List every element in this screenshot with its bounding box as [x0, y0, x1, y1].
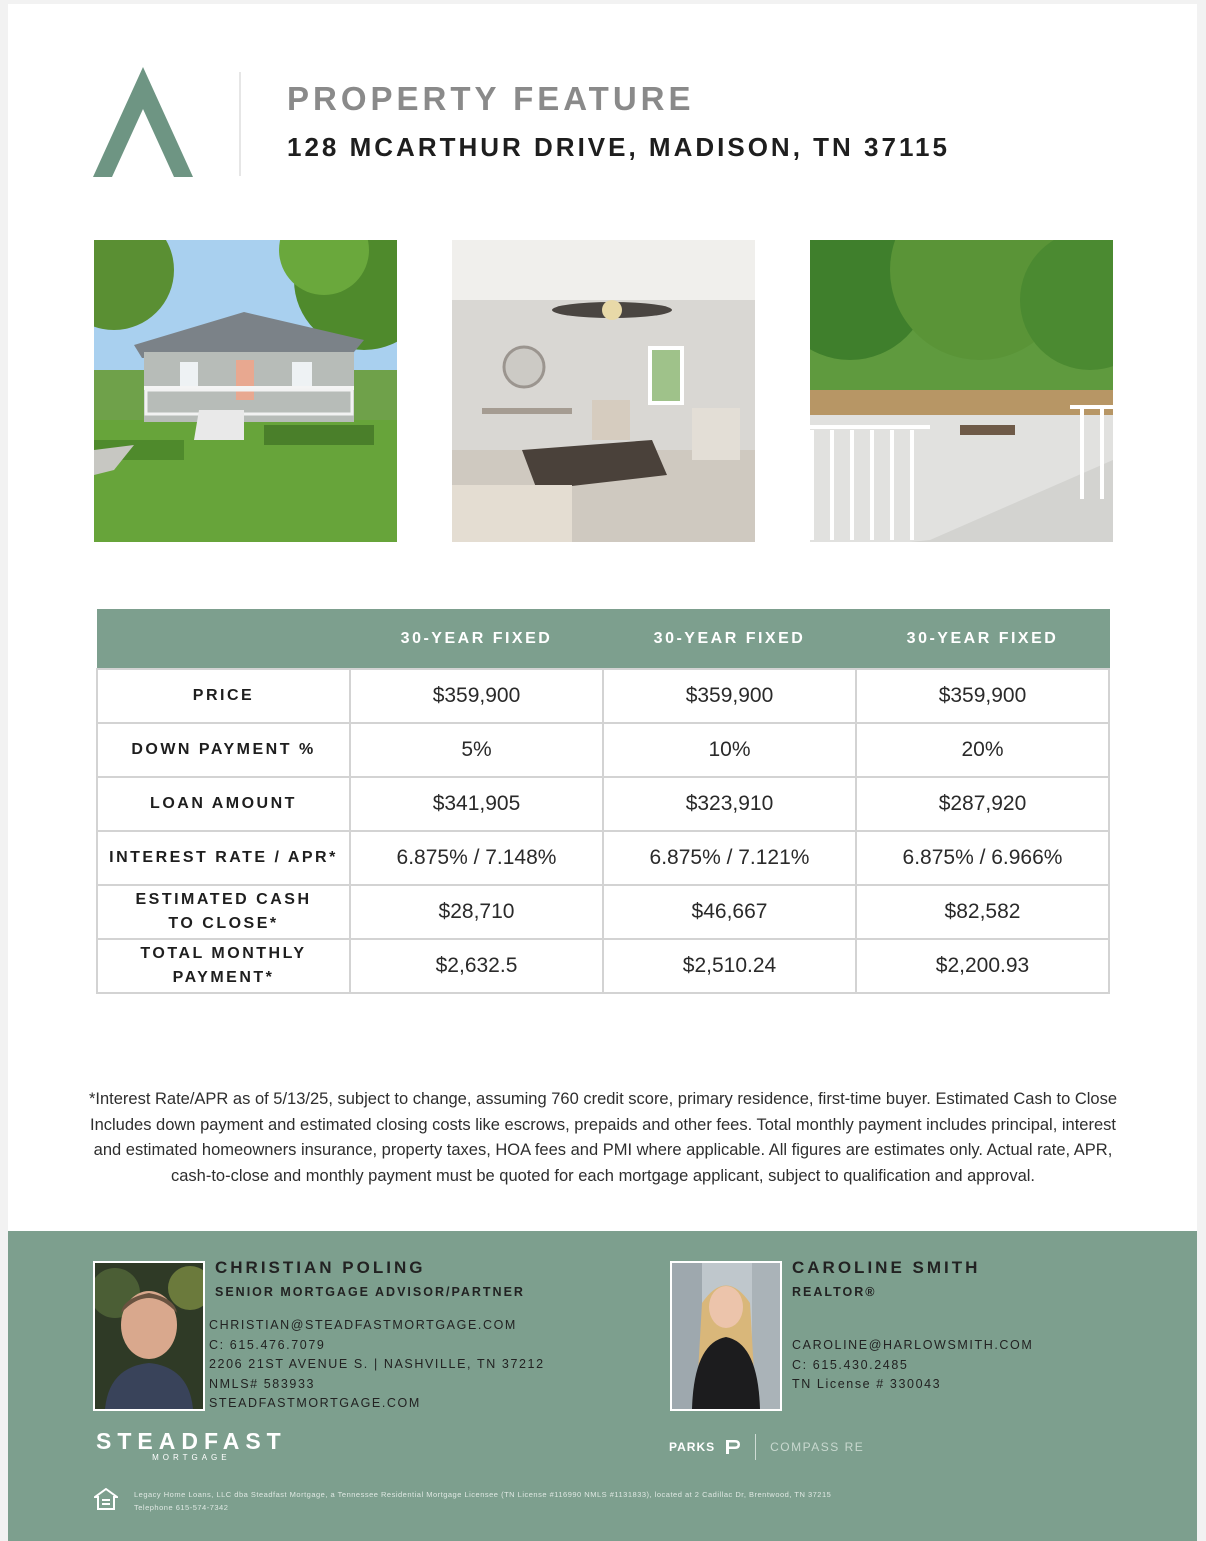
living-room-photo [452, 240, 755, 542]
lender-name: CHRISTIAN POLING [215, 1258, 426, 1277]
brand-divider [755, 1434, 756, 1460]
realtor-name: CAROLINE SMITH [792, 1258, 981, 1277]
table-cell: 6.875% / 7.148% [350, 831, 603, 885]
table-cell: 20% [856, 723, 1109, 777]
page-title: PROPERTY FEATURE [287, 80, 695, 117]
table-row-loan-amount [97, 777, 1109, 831]
back-deck-photo [810, 240, 1113, 542]
lender-headshot [93, 1261, 205, 1411]
table-cell: $359,900 [856, 669, 1109, 723]
parks-p-icon [725, 1439, 741, 1455]
table-row-down-payment [97, 723, 1109, 777]
table-corner-cell [97, 610, 350, 670]
lender-contact [209, 1316, 545, 1414]
brokerage-logos [669, 1434, 864, 1460]
column-header: 30-YEAR FIXED [603, 610, 856, 670]
flyer-page [8, 4, 1197, 1541]
lender-email-link[interactable]: CHRISTIAN@STEADFASTMORTGAGE.COM [209, 1318, 517, 1332]
row-label [97, 885, 350, 939]
table-cell: $46,667 [603, 885, 856, 939]
row-label: LOAN AMOUNT [97, 777, 350, 831]
table-cell: $2,632.5 [350, 939, 603, 993]
row-label-line: TOTAL MONTHLY [140, 945, 307, 962]
table-cell: $28,710 [350, 885, 603, 939]
parks-logo: PARKS [669, 1440, 716, 1454]
realtor-phone[interactable]: C: 615.430.2485 [792, 1357, 909, 1372]
brand-logo-mark [93, 67, 193, 177]
table-cell: $323,910 [603, 777, 856, 831]
table-row-cash-to-close [97, 885, 1109, 939]
table-cell: $359,900 [350, 669, 603, 723]
row-label: INTEREST RATE / APR* [97, 831, 350, 885]
lender-phone[interactable]: C: 615.476.7079 [209, 1337, 326, 1352]
table-row-interest-rate [97, 831, 1109, 885]
row-label-line: TO CLOSE* [168, 915, 279, 932]
legal-disclosure [134, 1488, 1034, 1514]
lender-website-link[interactable]: STEADFASTMORTGAGE.COM [209, 1396, 421, 1411]
row-label-line: PAYMENT* [172, 969, 275, 986]
lender-nmls: NMLS# 583933 [209, 1376, 316, 1391]
property-address: 128 MCARTHUR DRIVE, MADISON, TN 37115 [287, 132, 950, 162]
column-header: 30-YEAR FIXED [350, 610, 603, 670]
table-cell: 10% [603, 723, 856, 777]
lender-title: SENIOR MORTGAGE ADVISOR/PARTNER [215, 1285, 525, 1299]
table-cell: $359,900 [603, 669, 856, 723]
steadfast-logo-sub: MORTGAGE [152, 1453, 231, 1462]
steadfast-logo [96, 1428, 287, 1462]
table-cell: 5% [350, 723, 603, 777]
realtor-license: TN License # 330043 [792, 1377, 942, 1392]
legal-line: Telephone 615-574-7342 [134, 1503, 229, 1512]
row-label: PRICE [97, 669, 350, 723]
realtor-headshot [670, 1261, 782, 1411]
realtor-title: REALTOR® [792, 1285, 877, 1299]
table-cell: $2,200.93 [856, 939, 1109, 993]
mortgage-comparison-table [96, 609, 1110, 994]
column-header: 30-YEAR FIXED [856, 610, 1109, 670]
table-cell: $2,510.24 [603, 939, 856, 993]
house-exterior-photo [94, 240, 397, 542]
table-cell: 6.875% / 7.121% [603, 831, 856, 885]
realtor-email-link[interactable]: CAROLINE@HARLOWSMITH.COM [792, 1338, 1034, 1352]
table-row-price [97, 669, 1109, 723]
table-row-monthly-payment [97, 939, 1109, 993]
table-cell: 6.875% / 6.966% [856, 831, 1109, 885]
row-label [97, 939, 350, 993]
equal-housing-icon [94, 1488, 118, 1510]
rate-disclaimer: *Interest Rate/APR as of 5/13/25, subject to change, assuming 760 credit score, primary residence, first-time buyer. Estimated Cash to Close Includes down payment and estimated closing costs like escrows, prepaids and other fees. Total monthly payment includes principal, interest and estimated homeowners insurance, property taxes, HOA fees and PMI where applicable. All figures are estimates only. Actual rate, APR, cash-to-close and monthly payment must be quoted for each mortgage applicant, subject to qualification and approval. [88, 1090, 1118, 1185]
table-cell: $287,920 [856, 777, 1109, 831]
row-label: DOWN PAYMENT % [97, 723, 350, 777]
header-divider [239, 72, 241, 176]
table-header-row [97, 610, 1109, 670]
table-cell: $82,582 [856, 885, 1109, 939]
legal-line: Legacy Home Loans, LLC dba Steadfast Mortgage, a Tennessee Residential Mortgage Licensee (TN License #116990 NMLS #1131833), located at 2 Cadillac Dr, Brentwood, TN 37215 [134, 1490, 832, 1499]
compass-logo: COMPASS RE [770, 1440, 865, 1454]
steadfast-logo-text: STEADFAST [96, 1428, 287, 1454]
realtor-contact [792, 1336, 1033, 1395]
row-label-line: ESTIMATED CASH [135, 891, 312, 908]
table-cell: $341,905 [350, 777, 603, 831]
lender-address: 2206 21ST AVENUE S. | NASHVILLE, TN 37212 [209, 1357, 545, 1372]
